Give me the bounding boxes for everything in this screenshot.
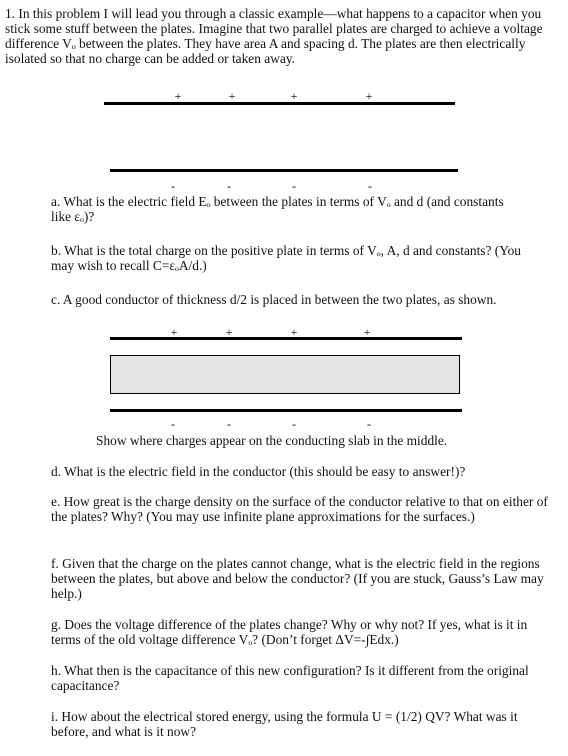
question-i: i. How about the electrical stored energy, using the formula U = (1/2) QV? What was it before, and what is it now?: [51, 709, 518, 739]
plus-sign: +: [290, 325, 298, 339]
question-g: g. Does the voltage difference of the plates change? Why or why not? If yes, what is it in terms of the old voltage difference Vₒ? (Don’t forget ΔV=-∫Edx.): [51, 617, 528, 647]
plus-sign: +: [225, 325, 233, 339]
plus-sign: +: [174, 89, 182, 103]
plus-sign: +: [228, 89, 236, 103]
minus-sign: -: [171, 417, 175, 431]
plus-sign: +: [363, 325, 371, 339]
plus-sign: +: [290, 89, 298, 103]
question-f: f. Given that the charge on the plates cannot change, what is the electric field in the regions between the plates, but above and below the conductor? (If you are stuck, Gauss’s Law may help.): [51, 556, 544, 601]
minus-sign: -: [367, 417, 371, 431]
question-c: c. A good conductor of thickness d/2 is placed in between the two plates, as shown.: [51, 292, 497, 307]
question-a: a. What is the electric field Eₒ between the plates in terms of Vₒ and d (and constants like εₒ)?: [51, 194, 504, 224]
minus-sign: -: [368, 179, 372, 193]
show-charges-instruction: Show where charges appear on the conducting slab in the middle.: [96, 433, 448, 448]
problem-intro: 1. In this problem I will lead you through a classic example—what happens to a capacitor when you stick some stuff between the plates. Imagine that two parallel plates are charged to achieve a voltage difference Vₒ between the plates. They have area A and spacing d. The plates are then electrically isolated so that no charge can be added or taken away.: [5, 6, 543, 66]
question-e: e. How great is the charge density on the surface of the conductor relative to that on either of the plates? Why? (You may use infinite plane approximations for the surfaces.): [51, 494, 548, 524]
question-b: b. What is the total charge on the positive plate in terms of Vₒ, A, d and constants? (You may wish to recall C=εₒA/d.): [51, 243, 521, 273]
minus-sign: -: [292, 179, 296, 193]
minus-sign: -: [292, 417, 296, 431]
minus-sign: -: [227, 179, 231, 193]
minus-sign: -: [227, 417, 231, 431]
question-h: h. What then is the capacitance of this new configuration? Is it different from the original capacitance?: [51, 663, 529, 693]
conducting-slab: [111, 356, 460, 394]
capacitor-diagram-2: [110, 325, 462, 431]
capacitor-diagram-1: [104, 89, 458, 193]
question-d: d. What is the electric field in the conductor (this should be easy to answer!)?: [51, 464, 466, 479]
plus-sign: +: [170, 325, 178, 339]
minus-sign: -: [171, 179, 175, 193]
plus-sign: +: [365, 89, 373, 103]
